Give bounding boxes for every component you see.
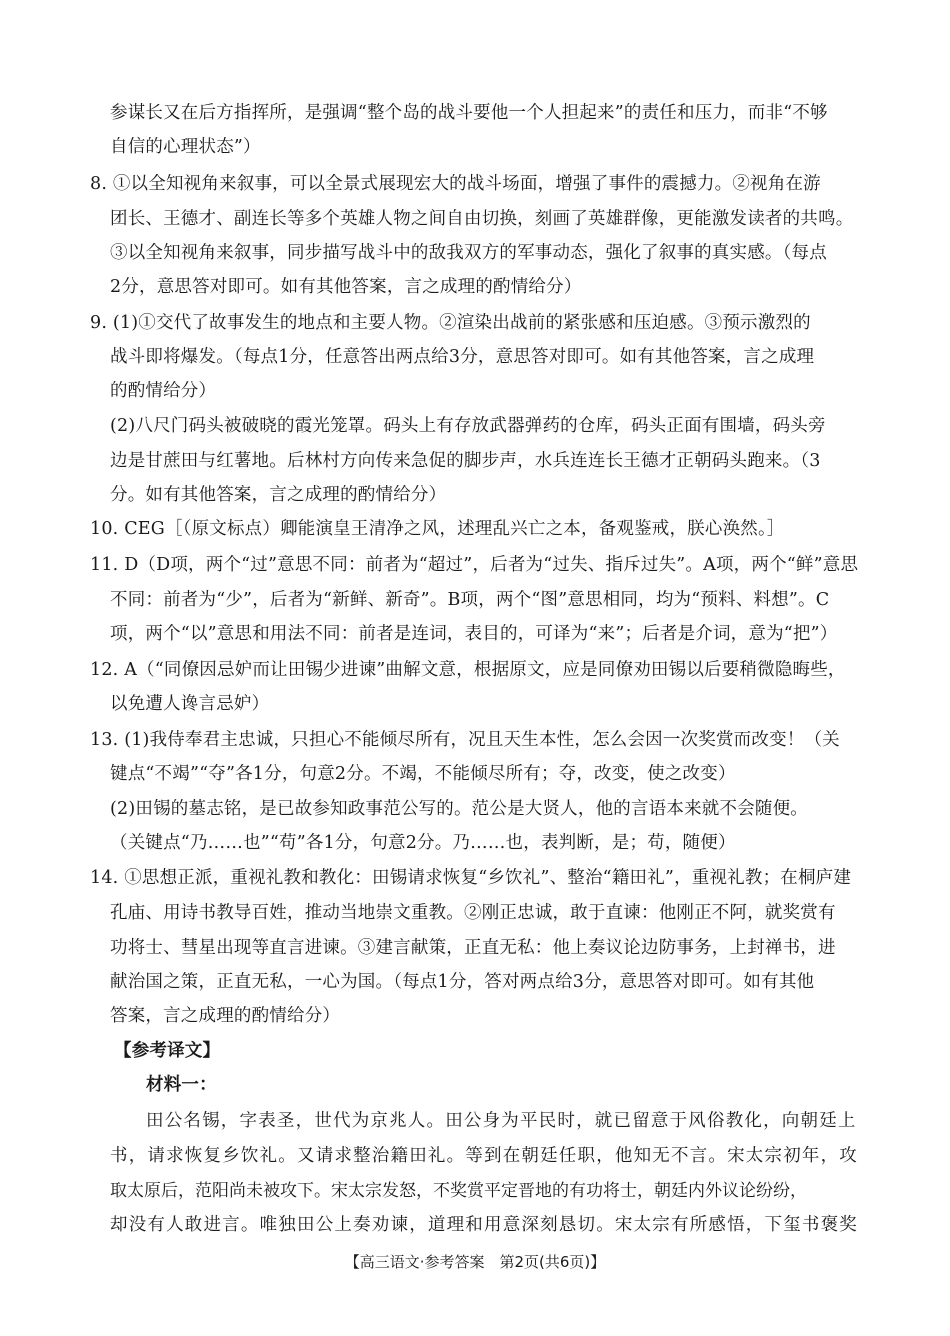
- text-line: (2)田锡的墓志铭，是已故参知政事范公写的。范公是大贤人，他的言语本来就不会随便。: [110, 799, 808, 819]
- text-line: 分。如有其他答案，言之成理的酌情给分）: [110, 485, 447, 505]
- text-line: 团长、王德才、副连长等多个英雄人物之间自由切换，刻画了英雄群像，更能激发读者的共鸣。: [110, 209, 854, 229]
- answer-11-line: 11. D（D项，两个“过”意思不同：前者为“超过”，后者为“过失、指斥过失”。A项，两个“鲜”意思: [90, 555, 859, 575]
- translation-line: 取太原后，范阳尚未被攻下。宋太宗发怒，不奖赏平定晋地的有功将士，朝廷内外议论纷纷，: [110, 1181, 807, 1201]
- text-line: 答案，言之成理的酌情给分）: [110, 1006, 341, 1026]
- page-footer: 【高三语文·参考答案 第2页(共6页)】: [344, 1253, 606, 1271]
- text-line: 参谋长又在后方指挥所，是强调“整个岛的战斗要他一个人担起来”的责任和压力，而非“不够: [110, 103, 828, 123]
- text-line: 项，两个“以”意思和用法不同：前者是连词，表目的，可译为“来”；后者是介词，意为“把”）: [110, 624, 838, 644]
- text-line: 不同：前者为“少”，后者为“新鲜、新奇”。B项，两个“图”意思相同，均为“预料、料想”。C: [110, 590, 830, 610]
- text-line: 的酌情给分）: [110, 381, 217, 401]
- text-line: 自信的心理状态”）: [110, 137, 261, 157]
- answer-8-line: 8. ①以全知视角来叙事，可以全景式展现宏大的战斗场面，增强了事件的震撼力。②视角在游: [90, 174, 821, 194]
- text-line: 以免遭人谗言忌妒）: [110, 694, 270, 714]
- text-line: 孔庙、用诗书教导百姓，推动当地崇文重教。②刚正忠诚，敢于直谏：他刚正不阿，就奖赏有: [110, 903, 836, 923]
- translation-line: 书，请求恢复乡饮礼。又请求整治籍田礼。等到在朝廷任职，他知无不言。宋太宗初年，攻: [110, 1146, 858, 1166]
- translation-line: 田公名锡，字表圣，世代为京兆人。田公身为平民时，就已留意于风俗教化，向朝廷上: [146, 1111, 857, 1131]
- text-line: （关键点“乃……也”“苟”各1分，句意2分。乃……也，表判断，是；苟，随便）: [110, 833, 736, 853]
- text-line: 2分，意思答对即可。如有其他答案，言之成理的酌情给分）: [110, 277, 582, 297]
- text-line: 献治国之策，正直无私，一心为国。（每点1分，答对两点给3分，意思答对即可。如有其他: [110, 972, 815, 992]
- text-line: 边是甘蔗田与红薯地。后林村方向传来急促的脚步声，水兵连连长王德才正朝码头跑来。（3: [110, 451, 821, 471]
- text-line: 战斗即将爆发。（每点1分，任意答出两点给3分，意思答对即可。如有其他答案，言之成理: [110, 347, 815, 367]
- answer-13-line: 13. (1)我侍奉君主忠诚，只担心不能倾尽所有，况且天生本性，怎么会因一次奖赏而改变！（关: [90, 730, 840, 750]
- answer-14-line: 14. ①思想正派，重视礼教和教化：田锡请求恢复“乡饮礼”、整治“籍田礼”，重视礼教；在桐庐建: [90, 868, 852, 888]
- text-line: 功将士、彗星出现等直言进谏。③建言献策，正直无私：他上奏议论边防事务，上封禅书，进: [110, 938, 836, 958]
- text-line: ③以全知视角来叙事，同步描写战斗中的敌我双方的军事动态，强化了叙事的真实感。（每点: [110, 243, 827, 263]
- text-line: (2)八尺门码头被破晓的霞光笼罩。码头上有存放武器弹药的仓库，码头正面有围墙，码头旁: [110, 416, 826, 436]
- reference-translation-heading: 【参考译文】: [114, 1041, 221, 1061]
- translation-line: 却没有人敢进言。唯独田公上奏劝谏，道理和用意深刻恳切。宋太宗有所感悟，下玺书褒奖: [110, 1215, 858, 1235]
- answer-12-line: 12. A（“同僚因忌妒而让田锡少进谏”曲解文意，根据原文，应是同僚劝田锡以后要稍微隐晦些，: [90, 660, 846, 680]
- answer-9-line: 9. (1)①交代了故事发生的地点和主要人物。②渲染出战前的紧张感和压迫感。③预示激烈的: [90, 313, 811, 333]
- material-one-heading: 材料一：: [146, 1075, 217, 1095]
- answer-10-line: 10. CEG［（原文标点）卿能演皇王清净之风，述理乱兴亡之本，备观鉴戒，朕心涣然。］: [90, 519, 785, 539]
- text-line: 键点“不竭”“夺”各1分，句意2分。不竭，不能倾尽所有；夺，改变，使之改变）: [110, 764, 736, 784]
